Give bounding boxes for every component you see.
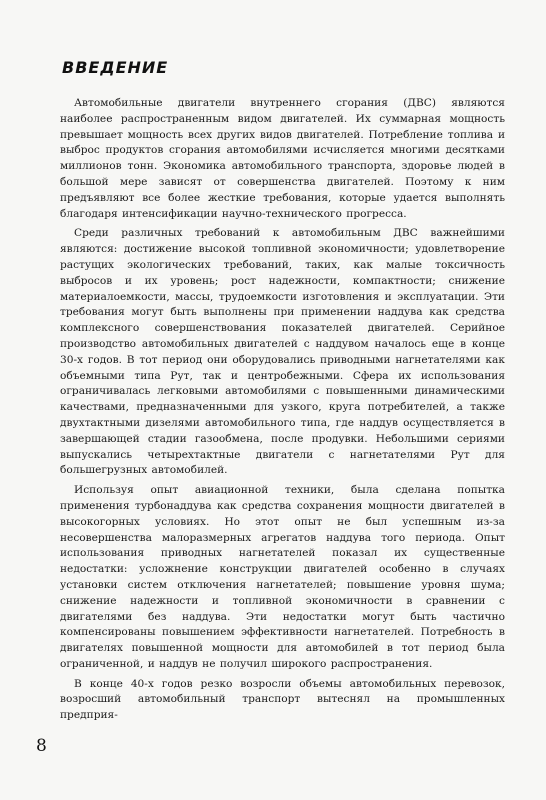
paragraph-requirements: Среди различных требований к автомобильным ДВС важнейшими являются: достижение высокой топливной экономичности; удовлетворение растущих экологических требований, таких, как малые токсичность выбросов и их уровень; рост надежности, компактности; снижение материалоемкости, массы, трудоемкости изготовления и эксплуатации. Эти требования могут быть выполнены при применении наддува как средства комплексного совершенствования показателей двигателей. Серийное производство автомобильных двигателей с наддувом началось еще в конце 30-х годов. В тот период они оборудовались приводными нагнетателями как объемными типа Рут, так и центробежными. Сфера их использования ограничивалась легковыми автомобилями с повышенными динамическими качествами, предназначенными для узкого, круга потребителей, а также двухтактными дизелями автомобильного типа, где наддув осуществляется в завершающей стадии газообмена, после продувки. Небольшими сериями выпускались четырехтактные двигатели с нагнетателями Рут для большегрузных автомобилей. [60,227,505,477]
body-text [60,96,505,728]
paragraph-turbocharging: Используя опыт авиационной техники, была сделана попытка применения турбонаддува как средства сохранения мощности двигателей в высокогорных условиях. Но этот опыт не был успешным из-за несовершенства малоразмерных агрегатов наддува того периода. Опыт использования приводных нагнетателей показал их существенные недостатки: усложнение конструкции двигателей особенно в случаях установки систем отключения нагнетателей; повышение уровня шума; снижение надежности и топливной экономичности в сравнении с двигателями без наддува. Эти недостатки могут быть частично компенсированы повышением эффективности нагнетателей. Потребность в двигателях повышенной мощности для автомобилей в тот период была ограниченной, и наддув не получил широкого распространения. [60,484,505,670]
paragraph-intro: Автомобильные двигатели внутреннего сгорания (ДВС) являются наиболее распространенным видом двигателей. Их суммарная мощность превышает мощность всех других видов двигателей. Потребление топлива и выброс продуктов сгорания автомобилями исчисляется многими десятками миллионов тонн. Экономика автомобильного транспорта, здоровье людей в большой мере зависят от совершенства двигателей. Поэтому к ним предъявляют все более жесткие требования, которые удается выполнять благодаря интенсификации научно-технического прогресса. [60,97,505,220]
page-number: 8 [36,736,47,756]
paragraph-forties: В конце 40-х годов резко возросли объемы автомобильных перевозок, возросший автомобильный транспорт вытеснял на промышленных предприя- [60,677,505,722]
section-heading: ВВЕДЕНИЕ [62,58,169,77]
